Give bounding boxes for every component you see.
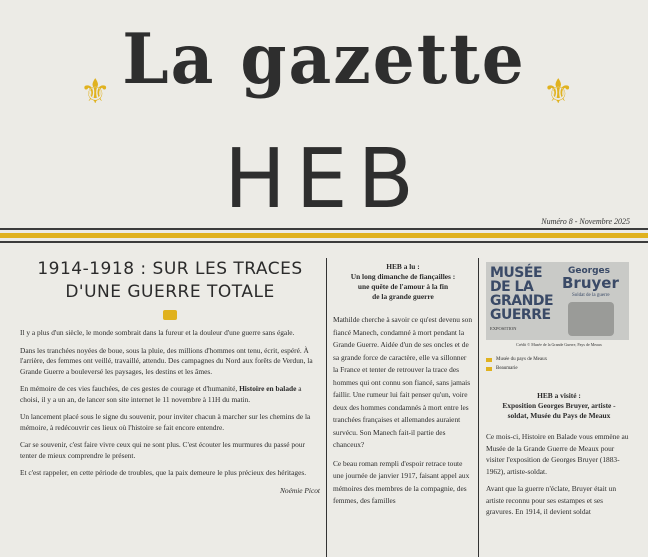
- image-caption: Crédit © Musée de la Grande Guerre, Pays de Meaux: [516, 342, 602, 347]
- article-book-review: [333, 262, 473, 514]
- soldier-illustration: [568, 302, 614, 336]
- subtitle-line: Un long dimanche de fiançailles :: [350, 272, 456, 281]
- gazette-title: La gazette: [122, 18, 526, 100]
- paragraph: Ce mois-ci, Histoire en Balade vous emmène au Musée de la Grande Guerre de Meaux pour visiter l'exposition de Georges Bruyer (1883-1962), artiste-soldat.: [486, 432, 629, 476]
- subtitle-line: de la grande guerre: [372, 292, 434, 301]
- issue-number: Numéro 8 - Novembre 2025: [541, 217, 630, 226]
- article-subtitle: [486, 401, 632, 421]
- exhibition-poster-image: [486, 262, 629, 340]
- legend-label: Musée du pays de Meaux: [496, 357, 548, 362]
- article-main: [20, 258, 320, 495]
- column-divider: [326, 258, 327, 557]
- paragraph: Car se souvenir, c'est faire vivre ceux qui ne sont plus. C'est écouter les murmures du passé pour tenter de mieux comprendre le présent.: [20, 440, 305, 460]
- subtitle-line: Exposition Georges Bruyer, artiste -: [502, 401, 616, 410]
- divider: [0, 241, 648, 243]
- legend-item: [486, 355, 632, 364]
- text-span: En mémoire de ces vies fauchées, de ces gestes de courage et d'humanité,: [20, 384, 240, 393]
- paragraph: Mathilde cherche à savoir ce qu'est devenu son fiancé Manech, condamné à mort pendant la Grande Guerre. Aidée d'un de ses oncles et de sa grande force de caractère, elle va sillonner la France et tenter de retrouver la trace des hommes qui ont connu son fiancé, sans jamais faillir. Une rumeur lui fait penser qu'un, voire deux des hommes condamnés à mort entre les tranchées françaises et allemandes auraient survécu. Son Manech fait-il partie des chanceux?: [333, 315, 473, 449]
- legend: [486, 355, 632, 373]
- legend-item: [486, 364, 632, 373]
- column-divider: [478, 258, 479, 557]
- poster-expo: EXPOSITION: [490, 326, 517, 331]
- poster-museum-text: MUSÉE DE LA GRANDE GUERRE: [490, 265, 554, 323]
- masthead: [0, 0, 648, 240]
- headline-line: D'UNE GUERRE TOTALE: [65, 282, 275, 302]
- text-span: a choisi, il y a un an, de lancer son site internet le 11 novembre à 11H du matin.: [20, 384, 302, 404]
- paragraph: Avant que la guerre n'éclate, Bruyer était un artiste reconnu pour ses estampes et ses gravures. En 1914, il devient soldat: [486, 484, 617, 516]
- section-kicker: HEB a visité :: [537, 391, 581, 400]
- divider: [0, 233, 648, 238]
- subtitle-line: soldat, Musée du Pays de Meaux: [507, 411, 611, 420]
- paragraph: Il y a plus d'un siècle, le monde sombrait dans la fureur et la douleur d'une guerre sans égale.: [20, 328, 295, 337]
- article-subtitle: [333, 272, 473, 302]
- poster-firstname: Georges: [568, 266, 611, 276]
- subtitle-line: une quête de l'amour à la fin: [357, 282, 449, 291]
- paragraph: Dans les tranchées noyées de boue, sous la pluie, des millions d'hommes ont tenu, écrit, espéré. À l'arrière, des femmes ont veillé, travaillé, attendu. Des campagnes du Nord aux forêts de Verdun, la Grande Guerre a bouleversé les paysages, les destins et les âmes.: [20, 345, 313, 376]
- ornament-icon: [163, 310, 177, 320]
- article-exhibition: [486, 262, 632, 524]
- divider: [0, 228, 648, 230]
- section-kicker: HEB a lu :: [386, 262, 420, 271]
- poster-subtitle: Soldat de la guerre: [572, 293, 610, 298]
- paragraph: Ce beau roman rempli d'espoir retrace toute une journée de janvier 1917, faisant appel aux mémoires des membres de la compagnie, des femmes, des familles: [333, 458, 470, 505]
- article-headline: [20, 258, 320, 304]
- legend-label: Beaumarie: [496, 366, 518, 371]
- headline-line: 1914-1918 : SUR LES TRACES: [37, 259, 303, 279]
- fleur-de-lis-icon: ⚜: [80, 72, 111, 112]
- paragraph: Et c'est rappeler, en cette période de troubles, que la paix demeure le plus précieux des héritages.: [20, 468, 307, 477]
- heb-title: HEB: [224, 132, 424, 227]
- legend-swatch: [486, 358, 492, 362]
- poster-lastname: Bruyer: [562, 274, 619, 292]
- legend-swatch: [486, 367, 492, 371]
- paragraph: [20, 384, 320, 405]
- fleur-de-lis-icon: ⚜: [543, 72, 574, 112]
- brand-name: Histoire en balade: [239, 384, 297, 393]
- article-body: [20, 328, 320, 495]
- author-signature: Noémie Picot: [279, 485, 320, 495]
- paragraph: Un lancement placé sous le signe du souvenir, pour inviter chacun à marcher sur les chemins de la mémoire, à redécouvrir ces lieux où l'histoire se fait encore entendre.: [20, 412, 311, 432]
